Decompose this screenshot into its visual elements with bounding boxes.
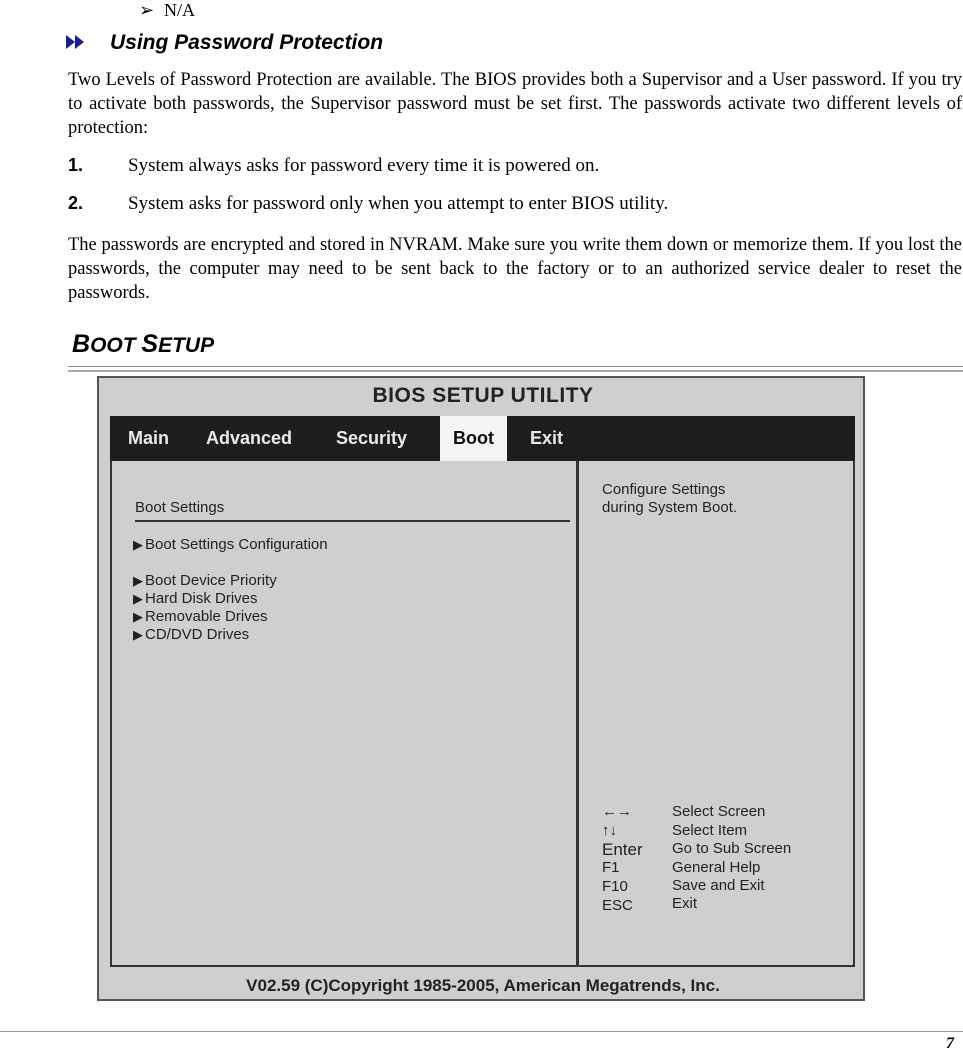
tab-security[interactable]: Security [336,428,408,448]
tab-boot[interactable]: Boot [440,416,507,461]
heading-rest: ETUP [158,334,215,357]
triangle-right-icon: ▶ [133,573,143,588]
menu-item-boot-settings-configuration[interactable] [133,536,328,553]
bios-title: BIOS SETUP UTILITY [372,384,594,407]
heading-cap: S [141,330,159,358]
key-arrows-horizontal-icon: ←→ [602,803,632,820]
paragraph-password-storage: The passwords are encrypted and stored in NVRAM. Make sure you write them down or memorize them. If you lost the passwords, the computer may need to be sent back to the factory or to an authorized service dealer to reset the passwords. [68,235,962,303]
menu-item-hard-disk-drives[interactable] [133,590,258,607]
boot-settings-heading: Boot Settings [135,499,225,516]
triangle-right-icon: ▶ [133,537,143,552]
triangle-right-icon: ▶ [133,609,143,624]
key-label: Enter [602,840,643,859]
list-number: 2. [68,193,84,213]
triangle-right-icon: ▶ [133,591,143,606]
help-text: Configure Settings [602,481,726,498]
section-rule [68,370,963,372]
tab-main[interactable]: Main [128,428,170,448]
footer-rule [0,1031,963,1032]
menu-item-removable-drives[interactable] [133,608,268,625]
heading-rest: OOT [90,334,142,357]
list-item: System asks for password only when you attempt to enter BIOS utility. [128,193,669,214]
section-rule [68,366,963,367]
bullet-text: N/A [164,0,195,20]
key-description: General Help [672,859,761,876]
paragraph-password-intro: Two Levels of Password Protection are available. The BIOS provides both a Supervisor and a User password. If you try to activate both passwords, the Supervisor password must be set first. The passwords activate two different levels of protection: [68,70,962,138]
key-description: Select Item [672,822,748,839]
help-text: during System Boot. [602,499,738,516]
section-heading [72,330,214,359]
key-description: Save and Exit [672,877,765,894]
page-number: 7 [946,1035,954,1052]
key-description: Go to Sub Screen [672,840,792,857]
menu-item-label: CD/DVD Drives [145,626,250,643]
menu-item-label: Boot Device Priority [145,572,277,589]
bios-copyright-footer: V02.59 (C)Copyright 1985-2005, American Megatrends, Inc. [246,976,720,995]
bullet-arrow-icon: ➢ [139,0,155,20]
double-arrow-icon [66,34,88,55]
menu-item-cd-dvd-drives[interactable] [133,626,249,643]
tab-advanced[interactable]: Advanced [206,428,293,448]
menu-item-label: Removable Drives [145,608,268,625]
key-description: Select Screen [672,803,766,820]
key-label: ESC [602,897,633,914]
bios-menu-bar [110,416,855,461]
key-label: F10 [602,878,628,895]
triangle-right-icon: ▶ [133,627,143,642]
panel-divider [576,461,579,967]
menu-item-label: Hard Disk Drives [145,590,258,607]
key-label: F1 [602,859,620,876]
heading-rule [135,520,570,522]
key-arrows-vertical-icon: ↑↓ [602,822,617,839]
menu-item-boot-device-priority[interactable] [133,572,277,589]
menu-item-label: Boot Settings Configuration [145,536,328,553]
heading-cap: B [72,330,91,358]
list-item: System always asks for password every time it is powered on. [128,155,600,176]
tab-exit[interactable]: Exit [530,428,564,448]
bios-screenshot [97,376,865,1001]
subsection-title: Using Password Protection [110,31,384,54]
key-description: Exit [672,895,698,912]
list-number: 1. [68,155,84,175]
